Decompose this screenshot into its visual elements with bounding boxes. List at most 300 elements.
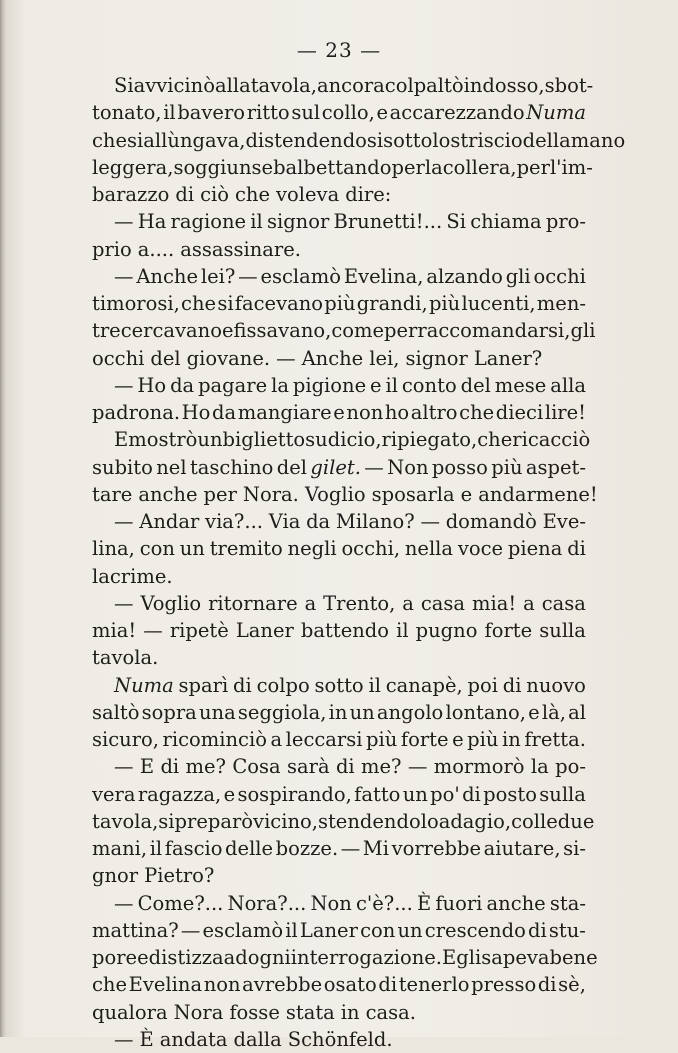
word: il — [385, 373, 398, 397]
word: c'è?... — [355, 891, 413, 915]
word: me? — [361, 755, 402, 779]
word: Nora. — [242, 482, 299, 506]
word: me? — [185, 755, 227, 779]
word: tare — [92, 482, 133, 506]
word: per — [391, 155, 425, 179]
word: Voglio — [304, 482, 366, 506]
word: nel — [156, 455, 187, 479]
word: e — [223, 782, 236, 806]
word: vera — [92, 782, 136, 806]
word: sè, — [558, 973, 586, 997]
word: e — [460, 482, 473, 506]
word: un — [349, 700, 375, 724]
word: non — [203, 973, 241, 997]
word: ricominciò — [162, 728, 267, 751]
word: striscio — [450, 128, 523, 152]
word: qualora — [92, 1000, 168, 1024]
word: Milano? — [335, 510, 415, 533]
word: ogni — [247, 946, 291, 969]
word: collera, — [442, 155, 517, 179]
word: sbot- — [544, 74, 594, 97]
word: — — [276, 346, 296, 370]
word: stu- — [548, 918, 586, 942]
word: vicino, — [253, 809, 318, 833]
word: Come?... — [137, 891, 224, 915]
word: e — [137, 946, 149, 969]
word: chiama — [470, 210, 542, 234]
word: bavero — [177, 101, 246, 125]
word: più — [467, 728, 499, 751]
word: delle — [225, 837, 274, 860]
word: ritto — [246, 101, 290, 125]
word: forte — [484, 619, 533, 642]
word: osato — [323, 973, 377, 997]
text-line — [92, 535, 586, 562]
word: occhi — [92, 346, 145, 370]
word: avrebbe — [242, 973, 323, 997]
word: a — [523, 591, 535, 615]
word: signor — [405, 346, 468, 370]
word: Laner — [299, 918, 358, 942]
word: mostrò — [128, 428, 198, 452]
word: accarezzando — [389, 101, 525, 125]
word: Nora?... — [227, 891, 307, 915]
word: ragazza, — [137, 782, 222, 806]
word: crescendo — [424, 918, 526, 942]
word: pugno — [415, 619, 478, 642]
word: mia! — [471, 591, 517, 615]
word: biglietto — [222, 428, 306, 452]
word: Si — [114, 74, 134, 97]
word: la — [530, 755, 549, 779]
word: l'im- — [549, 155, 593, 179]
word: sotto — [383, 128, 433, 152]
word: in — [340, 1000, 360, 1024]
word: ho — [384, 401, 410, 424]
word: e — [528, 700, 540, 724]
word: — — [238, 264, 258, 288]
word: posto — [483, 782, 537, 806]
word: assassinare. — [180, 237, 301, 261]
word: allùngava, — [143, 128, 246, 152]
word: un — [197, 428, 223, 452]
word: lucenti, — [461, 292, 536, 315]
word: alla — [214, 74, 251, 97]
italic-word: Numa — [526, 101, 586, 125]
word: distendendosi — [245, 128, 384, 152]
word: il — [163, 101, 176, 125]
text-line — [92, 944, 598, 971]
word: esclamò — [260, 264, 342, 288]
word: ripiegato, — [381, 428, 478, 452]
word: — — [114, 891, 134, 915]
word: Si — [446, 210, 466, 234]
word: — — [407, 755, 428, 779]
word: per — [203, 482, 237, 506]
word: sparì — [178, 673, 229, 697]
word: là, — [541, 700, 566, 724]
word: po' — [430, 782, 460, 806]
text-line — [92, 372, 586, 399]
word: pigione — [292, 373, 367, 397]
word: di — [378, 973, 398, 997]
italic-word: Numa — [114, 673, 174, 697]
word: soggiunse — [173, 155, 274, 179]
text-line — [92, 1026, 586, 1053]
word: Evelina — [128, 973, 203, 997]
text-line — [92, 236, 586, 263]
word: di — [160, 755, 180, 779]
word: che — [234, 183, 271, 206]
word: da — [212, 401, 237, 424]
word: si- — [563, 837, 586, 860]
text-line — [92, 890, 586, 917]
word: fuori — [435, 891, 483, 915]
word: ciò — [200, 183, 229, 206]
word: È — [139, 1027, 154, 1051]
word: — — [114, 210, 134, 234]
word: col — [384, 74, 414, 97]
word: presso — [471, 973, 537, 997]
word: Schönfeld. — [287, 1027, 393, 1051]
word: che — [459, 401, 495, 424]
word: che — [181, 292, 217, 315]
word: a — [270, 728, 283, 751]
text-line — [92, 208, 586, 235]
word: Laner — [235, 619, 294, 642]
word: — — [420, 510, 440, 533]
text-line — [92, 454, 586, 481]
word: piena — [507, 537, 563, 561]
word: Ho — [181, 401, 211, 424]
word: di — [537, 973, 557, 997]
text-line — [92, 753, 586, 780]
word: stizza — [167, 946, 224, 969]
word: sposarla — [371, 482, 455, 506]
word: barazzo — [92, 183, 170, 206]
text-line — [92, 154, 593, 181]
word: Brunetti!... — [333, 210, 443, 234]
word: sotto — [314, 673, 364, 697]
word: in — [328, 700, 348, 724]
text-line — [92, 835, 586, 862]
word: più — [428, 292, 461, 315]
word: padrona. — [92, 401, 181, 424]
word: leccarsi — [285, 728, 363, 751]
word: di — [335, 755, 355, 779]
text-line — [92, 644, 586, 671]
word: Non — [310, 891, 352, 915]
word: in — [501, 728, 521, 751]
word: da — [170, 373, 195, 397]
word: la — [271, 373, 289, 397]
word: via?... — [205, 510, 263, 533]
word: per — [384, 319, 418, 343]
word: del — [150, 346, 181, 370]
word: poi — [467, 673, 498, 697]
word: balbettando — [273, 155, 392, 179]
word: che — [477, 428, 513, 452]
word: — — [114, 510, 134, 533]
page-binding-edge — [0, 0, 6, 1037]
word: come — [331, 319, 385, 343]
word: ritornare — [208, 591, 298, 615]
word: di — [567, 537, 586, 561]
word: conto — [401, 373, 457, 397]
word: Eve- — [542, 510, 586, 533]
word: taschino — [189, 455, 274, 479]
word: tenerlo — [398, 973, 470, 997]
word: bozze. — [275, 837, 339, 860]
word: stendendolo — [317, 809, 439, 833]
text-line — [92, 426, 591, 453]
word: una — [198, 700, 236, 724]
text-line — [92, 72, 594, 99]
word: Cosa — [232, 755, 281, 779]
word: timorosi, — [92, 292, 180, 315]
text-line — [92, 263, 586, 290]
word: più — [491, 455, 523, 479]
word: sospirando, — [237, 782, 352, 806]
word: al — [568, 700, 586, 724]
text-line — [92, 672, 586, 699]
text-line — [92, 699, 586, 726]
word: di — [528, 918, 547, 942]
word: un — [397, 918, 423, 942]
word: alzando — [426, 264, 503, 288]
word: Anche — [301, 346, 364, 370]
word: negli — [287, 537, 337, 561]
word: a — [402, 591, 414, 615]
word: facevano — [234, 292, 324, 315]
word: collo, — [321, 101, 375, 125]
word: tre — [92, 319, 121, 343]
word: sul — [291, 101, 321, 125]
word: gnor — [92, 864, 139, 888]
text-line — [92, 99, 586, 126]
word: ragione — [170, 210, 247, 234]
word: giovane. — [186, 346, 271, 370]
word: tonato, — [92, 101, 162, 125]
word: ancora — [316, 74, 385, 97]
text-line — [92, 563, 586, 590]
word: voce — [457, 537, 504, 561]
word: mese — [494, 373, 547, 397]
word: Egli — [442, 946, 482, 969]
word: da — [306, 510, 331, 533]
word: ripetè — [169, 619, 229, 642]
word: andarmene! — [478, 482, 598, 506]
text-line — [92, 481, 598, 508]
word: — — [114, 264, 134, 288]
page-body-text — [92, 72, 626, 1053]
word: — — [114, 373, 134, 397]
word: un — [402, 782, 428, 806]
word: sudicio, — [305, 428, 382, 452]
word: fatto — [354, 782, 401, 806]
word: il — [285, 918, 298, 942]
text-line — [92, 317, 596, 344]
word: a — [304, 591, 317, 615]
word: nella — [404, 537, 454, 561]
word: sulla — [539, 619, 586, 642]
word: mormorò — [433, 755, 525, 779]
word: si — [217, 292, 234, 315]
word: più — [366, 728, 398, 751]
word: colle — [511, 809, 558, 833]
word: ricacciò — [512, 428, 591, 452]
word: per — [516, 155, 550, 179]
word: a.... — [137, 237, 175, 261]
word: lo — [432, 128, 451, 152]
word: Voglio — [140, 591, 202, 615]
word: — — [114, 755, 134, 779]
word: Andar — [139, 510, 200, 533]
word: sicuro, — [92, 728, 159, 751]
text-line — [92, 508, 586, 535]
word: domandò — [445, 510, 537, 533]
word: di — [233, 673, 252, 697]
word: gli — [505, 264, 531, 288]
word: preparò — [174, 809, 254, 833]
word: del — [276, 455, 308, 479]
word: Nora — [173, 1000, 224, 1024]
word: Trento, — [323, 591, 396, 615]
word: — — [114, 591, 134, 615]
text-line — [92, 127, 626, 154]
word: di — [175, 183, 195, 206]
word: — — [340, 837, 361, 860]
text-line — [92, 345, 586, 372]
word: di — [462, 782, 481, 806]
word: lacrime. — [92, 564, 173, 588]
word: la — [424, 155, 443, 179]
word: men- — [536, 292, 586, 315]
word: più — [324, 292, 356, 315]
word: indosso, — [463, 74, 545, 97]
word: — — [143, 619, 163, 642]
word: il — [368, 673, 381, 697]
word: casa — [541, 591, 586, 615]
word: raccomandarsi, — [417, 319, 571, 343]
word: — — [364, 455, 384, 479]
word: con — [360, 918, 396, 942]
word: fascio — [164, 837, 223, 860]
word: si — [158, 809, 175, 833]
word: Via — [268, 510, 301, 533]
text-line — [92, 917, 586, 944]
word: casa — [420, 591, 466, 615]
word: voleva — [276, 183, 340, 206]
word: e — [333, 401, 345, 424]
word: colpo — [256, 673, 310, 697]
word: signor — [266, 210, 330, 234]
word: un — [179, 537, 205, 561]
word: e — [376, 101, 389, 125]
word: della — [522, 128, 571, 152]
word: tavola, — [250, 74, 317, 97]
word: Non — [387, 455, 429, 479]
word: adagio, — [438, 809, 512, 833]
word: prio — [92, 237, 132, 261]
word: nuovo — [526, 673, 586, 697]
word: sopra — [141, 700, 197, 724]
word: sulla — [539, 782, 586, 806]
word: sarà — [287, 755, 330, 779]
word: pore — [92, 946, 138, 969]
word: E — [114, 428, 129, 452]
word: Anche — [136, 264, 198, 288]
word: tavola. — [92, 646, 159, 670]
word: Evelina, — [343, 264, 424, 288]
word: aiutare, — [483, 837, 561, 860]
text-line — [92, 590, 586, 617]
word: del — [460, 373, 491, 397]
word: si — [127, 128, 144, 152]
word: il — [250, 210, 263, 234]
word: E — [139, 755, 155, 779]
word: — — [180, 918, 201, 942]
word: altro — [410, 401, 458, 424]
word: Ho — [137, 373, 167, 397]
text-line — [92, 999, 586, 1026]
word: due — [557, 809, 595, 833]
word: lei? — [200, 264, 236, 288]
word: il — [149, 837, 163, 860]
word: fosse — [229, 1000, 280, 1024]
word: fissavano, — [233, 319, 332, 343]
word: occhi, — [341, 537, 401, 561]
word: con — [139, 537, 175, 561]
word: pro- — [545, 210, 586, 234]
word: alla — [550, 373, 586, 397]
word: anche — [138, 482, 198, 506]
word: angolo — [376, 700, 444, 724]
word: esclamò — [202, 918, 284, 942]
word: il — [396, 619, 409, 642]
word: non — [346, 401, 384, 424]
text-line — [92, 726, 586, 753]
word: sapeva — [481, 946, 550, 969]
word: Laner? — [473, 346, 543, 370]
word: tremito — [209, 537, 283, 561]
word: leggera, — [92, 155, 174, 179]
word: lire! — [544, 401, 586, 424]
word: lei, — [369, 346, 400, 370]
word: ad — [223, 946, 248, 969]
text-line — [92, 971, 586, 998]
word: che — [92, 128, 128, 152]
text-line — [92, 781, 586, 808]
word: paltò — [413, 74, 464, 97]
text-line — [92, 617, 586, 644]
word: Ha — [137, 210, 167, 234]
word: tavola, — [92, 809, 159, 833]
word: posso — [431, 455, 488, 479]
word: canapè, — [385, 673, 463, 697]
word: mangiare — [237, 401, 332, 424]
word: lina, — [92, 537, 135, 561]
word: e — [221, 319, 234, 343]
text-line — [92, 181, 586, 208]
word: mia! — [92, 619, 137, 642]
text-line — [92, 399, 586, 426]
word: saltò — [92, 700, 140, 724]
text-line — [92, 862, 586, 889]
word: che — [92, 973, 128, 997]
word: stata — [285, 1000, 335, 1024]
word: forte — [400, 728, 449, 751]
